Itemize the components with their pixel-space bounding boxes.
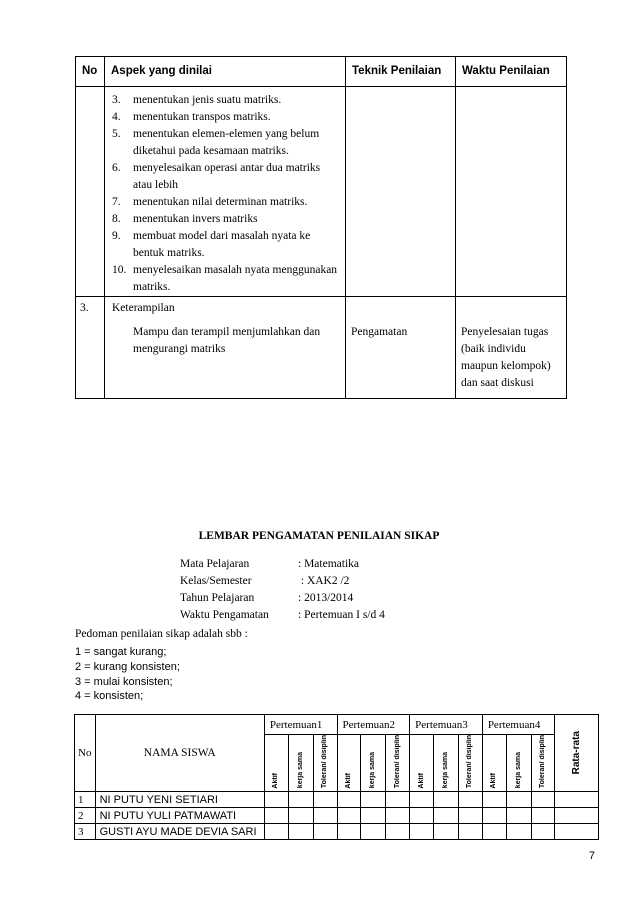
info-value: : XAK2 /2 — [298, 575, 350, 587]
student-name-header: NAMA SISWA — [95, 715, 264, 792]
score-cell[interactable] — [410, 792, 434, 808]
aspect-item-number: 4. — [112, 111, 121, 123]
student-header-row-1 — [75, 715, 599, 735]
info-row-subject — [180, 558, 359, 570]
aspect-item-number: 9. — [112, 230, 121, 242]
score-cell[interactable] — [313, 792, 337, 808]
score-cell[interactable] — [288, 824, 313, 840]
meeting-2-header: Pertemuan2 — [337, 715, 410, 735]
criteria-cooperation: kerja sama — [369, 751, 377, 789]
score-cell[interactable] — [313, 824, 337, 840]
score-cell[interactable] — [264, 824, 288, 840]
student-row — [75, 792, 599, 808]
scale-item: 2 = kurang konsisten; — [75, 661, 180, 673]
info-row-class — [180, 575, 349, 587]
header-time: Waktu Penilaian — [456, 57, 567, 87]
scale-item: 1 = sangat kurang; — [75, 646, 167, 658]
aspect-item-text: menentukan invers matriks — [133, 213, 258, 225]
average-cell[interactable] — [555, 824, 599, 840]
aspect-item — [112, 126, 341, 160]
aspect-item-text: menentukan transpos matriks. — [133, 111, 271, 123]
aspect-item — [112, 92, 341, 109]
aspect-item-text: membuat model dari masalah nyata ke bentuk matriks. — [133, 230, 311, 259]
header-technique: Teknik Penilaian — [346, 57, 456, 87]
scale-item: 3 = mulai konsisten; — [75, 676, 173, 688]
score-cell[interactable] — [482, 824, 506, 840]
aspect-list — [112, 92, 341, 296]
guide-title: Pedoman penilaian sikap adalah sbb : — [75, 628, 248, 640]
page-number: 7 — [588, 850, 595, 862]
criteria-discipline: Toleran/ disiplin — [393, 735, 401, 789]
student-name: NI PUTU YENI SETIARI — [95, 792, 264, 808]
aspect-item-number: 6. — [112, 162, 121, 174]
student-rows — [75, 792, 599, 840]
aspect-item-number: 7. — [112, 196, 121, 208]
score-cell[interactable] — [264, 808, 288, 824]
sheet-title: LEMBAR PENGAMATAN PENILAIAN SIKAP — [198, 530, 440, 542]
student-row — [75, 824, 599, 840]
score-cell[interactable] — [386, 824, 410, 840]
criteria-discipline: Toleran/ disiplin — [539, 735, 547, 789]
student-no: 1 — [75, 792, 96, 808]
score-cell[interactable] — [288, 792, 313, 808]
meeting-3-header: Pertemuan3 — [410, 715, 483, 735]
score-cell[interactable] — [410, 824, 434, 840]
assessment-header-row — [76, 57, 567, 87]
criteria-discipline: Toleran/ disiplin — [466, 735, 474, 789]
score-cell[interactable] — [482, 792, 506, 808]
aspect-item-number: 3. — [112, 94, 121, 106]
aspect-item-text: menentukan elemen-elemen yang belum diketahui pada kesamaan matriks. — [133, 128, 320, 157]
score-cell[interactable] — [313, 808, 337, 824]
criteria-active: Aktif — [344, 772, 352, 789]
skills-detail: Mampu dan terampil menjumlahkan dan mengurangi matriks — [133, 326, 321, 355]
criteria-active: Aktif — [417, 772, 425, 789]
skills-row — [76, 297, 567, 399]
header-aspect: Aspek yang dinilai — [105, 57, 346, 87]
score-cell[interactable] — [531, 824, 555, 840]
score-cell[interactable] — [337, 808, 361, 824]
aspect-item — [112, 160, 341, 194]
score-cell[interactable] — [264, 792, 288, 808]
knowledge-row — [76, 87, 567, 297]
student-row — [75, 808, 599, 824]
score-cell[interactable] — [458, 792, 482, 808]
score-cell[interactable] — [482, 808, 506, 824]
info-row-time — [180, 609, 385, 621]
skills-aspect: Keterampilan — [112, 302, 175, 314]
average-cell[interactable] — [555, 792, 599, 808]
aspect-item — [112, 211, 341, 228]
aspect-item-text: menentukan jenis suatu matriks. — [133, 94, 282, 106]
aspect-item — [112, 228, 341, 262]
average-label: Rata-rata — [571, 731, 583, 775]
score-cell[interactable] — [458, 824, 482, 840]
score-cell[interactable] — [337, 792, 361, 808]
assessment-table — [75, 56, 567, 399]
aspect-item-text: menentukan nilai determinan matriks. — [133, 196, 308, 208]
score-cell[interactable] — [531, 808, 555, 824]
info-value: : Matematika — [298, 558, 359, 570]
aspect-item — [112, 262, 341, 296]
student-no: 3 — [75, 824, 96, 840]
score-cell[interactable] — [386, 808, 410, 824]
score-cell[interactable] — [458, 808, 482, 824]
aspect-item-number: 5. — [112, 128, 121, 140]
skills-no: 3. — [76, 297, 105, 399]
info-value: : 2013/2014 — [298, 592, 354, 604]
aspect-item-number: 8. — [112, 213, 121, 225]
aspect-item-text: menyelesaikan operasi antar dua matriks atau lebih — [133, 162, 321, 191]
scale-item: 4 = konsisten; — [75, 690, 144, 702]
score-cell[interactable] — [434, 792, 459, 808]
average-cell[interactable] — [555, 808, 599, 824]
aspect-item-text: menyelesaikan masalah nyata menggunakan matriks. — [133, 264, 338, 293]
criteria-cooperation: kerja sama — [296, 751, 304, 789]
info-label: Mata Pelajaran — [180, 558, 250, 570]
average-header — [555, 715, 599, 792]
score-cell[interactable] — [506, 824, 531, 840]
student-no: 2 — [75, 808, 96, 824]
aspect-item — [112, 194, 341, 211]
score-cell[interactable] — [386, 792, 410, 808]
info-label: Tahun Pelajaran — [180, 592, 255, 604]
score-cell[interactable] — [434, 808, 459, 824]
score-cell[interactable] — [506, 792, 531, 808]
skills-time: Penyelesaian tugas (baik individu maupun kelompok) dan saat diskusi — [456, 297, 567, 399]
score-cell[interactable] — [506, 808, 531, 824]
score-cell[interactable] — [361, 824, 386, 840]
info-value: : Pertemuan I s/d 4 — [298, 609, 385, 621]
criteria-active: Aktif — [490, 772, 498, 789]
score-cell[interactable] — [434, 824, 459, 840]
aspect-item — [112, 109, 341, 126]
criteria-cooperation: kerja sama — [514, 751, 522, 789]
student-table — [74, 714, 599, 840]
info-label: Kelas/Semester — [180, 575, 252, 587]
meeting-1-header: Pertemuan1 — [264, 715, 337, 735]
student-no-header: No — [75, 715, 96, 792]
criteria-active: Aktif — [272, 772, 280, 789]
score-cell[interactable] — [531, 792, 555, 808]
skills-technique: Pengamatan — [346, 297, 456, 399]
criteria-cooperation: kerja sama — [441, 751, 449, 789]
student-name: NI PUTU YULI PATMAWATI — [95, 808, 264, 824]
student-name: GUSTI AYU MADE DEVIA SARI — [95, 824, 264, 840]
info-label: Waktu Pengamatan — [180, 609, 269, 621]
score-cell[interactable] — [361, 808, 386, 824]
score-cell[interactable] — [410, 808, 434, 824]
info-row-year — [180, 592, 353, 604]
aspect-item-number: 10. — [112, 264, 127, 276]
meeting-4-header: Pertemuan4 — [482, 715, 555, 735]
header-no: No — [76, 57, 105, 87]
score-cell[interactable] — [337, 824, 361, 840]
score-cell[interactable] — [288, 808, 313, 824]
score-cell[interactable] — [361, 792, 386, 808]
criteria-discipline: Toleran/ disiplin — [321, 735, 329, 789]
